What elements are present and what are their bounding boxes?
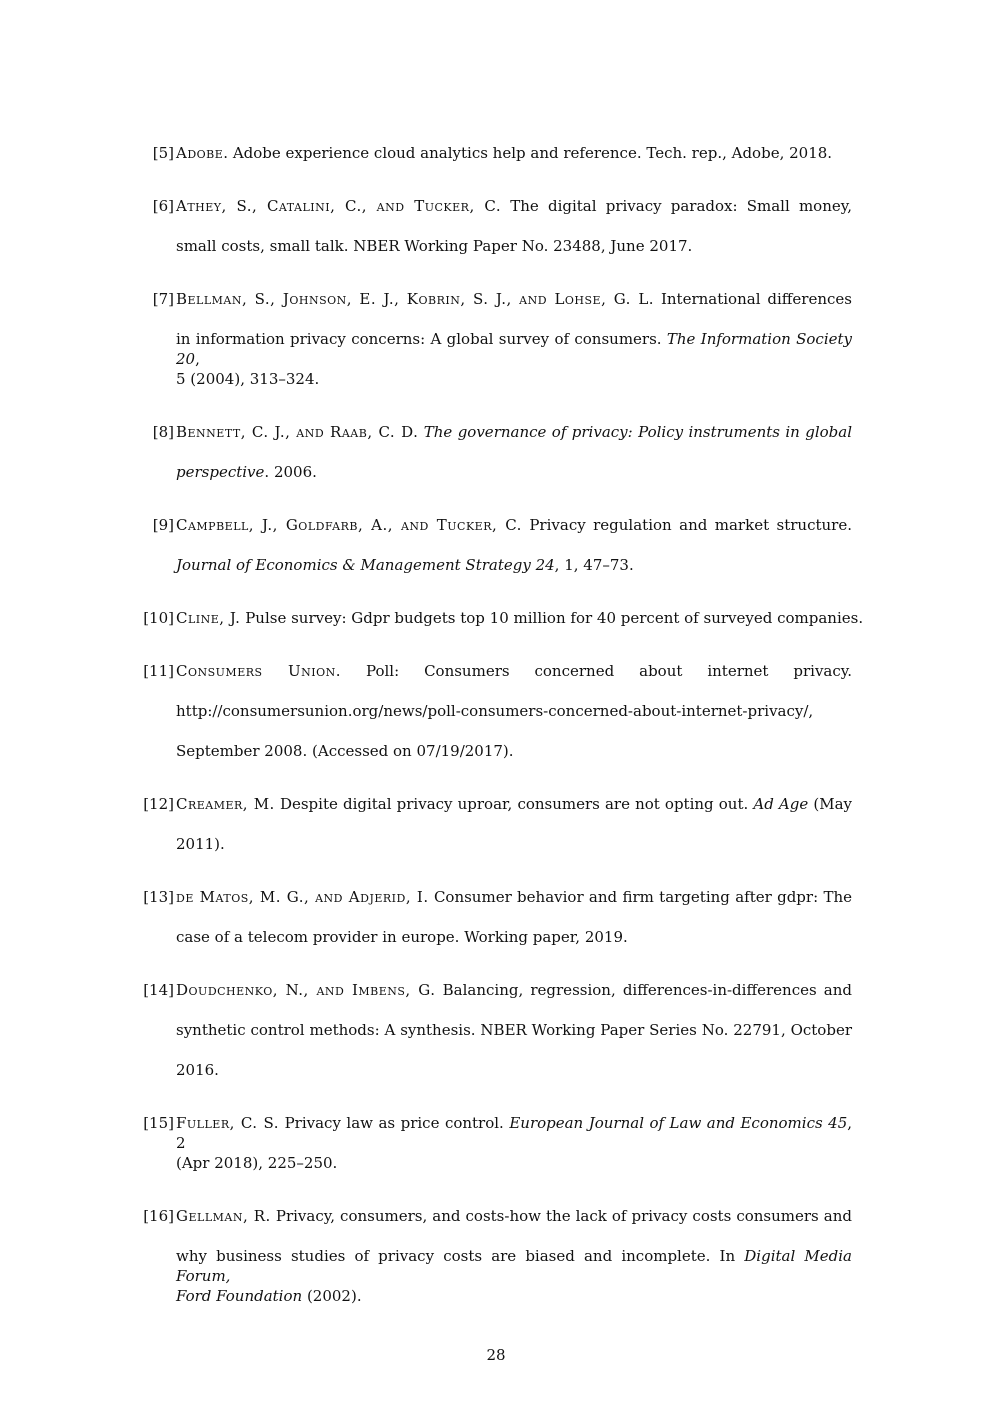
reference-number: [11] [143, 662, 174, 680]
reference-authors: Doudchenko, N., and Imbens, G. [176, 981, 436, 999]
reference-text [176, 794, 852, 854]
reference-line [176, 289, 852, 309]
reference-line [176, 887, 852, 907]
reference-line [176, 462, 852, 482]
reference-authors: Fuller, C. S. [176, 1114, 280, 1132]
reference-text-segment: The digital privacy paradox: Small money, [501, 197, 852, 215]
reference-text-segment: why business studies of privacy costs are biased and incomplete. In [176, 1247, 745, 1265]
reference-text-segment: , [195, 350, 200, 368]
reference-text [176, 608, 864, 628]
reference-authors: Adobe [176, 144, 224, 162]
reference-text [176, 980, 852, 1080]
reference-number: [8] [152, 423, 174, 441]
reference-text-segment: 5 (2004), 313–324. [176, 370, 320, 388]
reference-authors: Athey, S., Catalini, C., and Tucker, C. [176, 197, 502, 215]
reference-line [176, 701, 852, 721]
reference-text-segment: International differences [654, 290, 852, 308]
reference-text-segment: , 1, 47–73. [554, 556, 634, 574]
reference-number: [7] [152, 290, 174, 308]
reference-authors: Consumers Union. [176, 662, 342, 680]
reference-line [176, 515, 852, 535]
reference-title-italic: The governance of privacy: Policy instruments in global [423, 423, 852, 441]
reference-text-segment: Despite digital privacy uproar, consumers are not opting out. [274, 795, 754, 813]
reference-text-segment: Consumer behavior and firm targeting after gdpr: The [428, 888, 852, 906]
reference-authors: de Matos, M. G., and Adjerid, I. [176, 888, 429, 906]
reference-line [176, 1113, 853, 1152]
reference-number: [5] [152, 144, 174, 162]
reference-line [176, 1206, 852, 1226]
reference-text-segment: http://consumersunion.org/news/poll-consumers-concerned-about-internet-privacy/, [176, 702, 814, 720]
reference-authors: Bellman, S., Johnson, E. J., Kobrin, S. J., and Lohse, G. L. [176, 290, 655, 308]
reference-text-segment: in information privacy concerns: A global survey of consumers. [176, 330, 667, 348]
reference-number: [10] [143, 609, 174, 627]
reference-authors: Campbell, J., Goldfarb, A., and Tucker, C. [176, 516, 522, 534]
reference-line [176, 741, 852, 761]
reference-text-segment: case of a telecom provider in europe. Working paper, 2019. [176, 928, 628, 946]
reference-line [176, 329, 853, 368]
reference-text [176, 1206, 852, 1306]
reference-line [176, 1246, 852, 1285]
reference-line [176, 1153, 852, 1173]
reference-line [176, 369, 852, 389]
reference-number: [14] [143, 981, 174, 999]
reference-line [176, 555, 852, 575]
reference-text-segment: 2016. [176, 1061, 219, 1079]
reference-line [176, 661, 852, 681]
reference-text [176, 143, 852, 163]
reference-number: [15] [143, 1114, 174, 1132]
reference-text-segment: 2011). [176, 835, 225, 853]
reference-line [176, 927, 852, 947]
reference-title-italic: European Journal of Law and Economics 45 [509, 1114, 848, 1132]
reference-text-segment: September 2008. (Accessed on 07/19/2017). [176, 742, 514, 760]
reference-text-segment: synthetic control methods: A synthesis. NBER Working Paper Series No. 22791, October [176, 1021, 852, 1039]
reference-text-segment: . Adobe experience cloud analytics help and reference. Tech. rep., Adobe, 2018. [223, 144, 833, 162]
reference-authors: Bennett, C. J., and Raab, C. D. [176, 423, 419, 441]
reference-text-segment: Privacy law as price control. [279, 1114, 510, 1132]
reference-title-italic: The Information Society 20 [176, 330, 853, 368]
reference-number: [9] [152, 516, 174, 534]
reference-line [176, 1020, 852, 1040]
reference-line [176, 834, 852, 854]
reference-text-segment: Balancing, regression, differences-in-differences and [435, 981, 852, 999]
reference-text-segment: (May [808, 795, 852, 813]
reference-number: [16] [143, 1207, 174, 1225]
reference-authors: Gellman, R. [176, 1207, 271, 1225]
reference-number: [12] [143, 795, 174, 813]
reference-number: [6] [152, 197, 174, 215]
reference-text [176, 196, 852, 256]
reference-authors: Cline, J. [176, 609, 241, 627]
reference-line [176, 1286, 852, 1306]
reference-text [176, 422, 852, 482]
reference-authors: Creamer, M. [176, 795, 275, 813]
reference-text-segment: Poll: Consumers concerned about internet privacy. [341, 662, 853, 680]
reference-text-segment: Privacy, consumers, and costs-how the lack of privacy costs consumers and [270, 1207, 852, 1225]
reference-number: [13] [143, 888, 174, 906]
reference-text-segment: . 2006. [264, 463, 317, 481]
reference-line [176, 196, 852, 216]
reference-title-italic: perspective [176, 463, 265, 481]
reference-text [176, 515, 852, 575]
reference-text-segment: (Apr 2018), 225–250. [176, 1154, 338, 1172]
reference-text [176, 1113, 852, 1173]
reference-line [176, 608, 864, 628]
reference-text-segment: Privacy regulation and market structure. [521, 516, 852, 534]
reference-text [176, 661, 852, 761]
reference-line [176, 1060, 852, 1080]
reference-text-segment: , 2 [176, 1114, 853, 1152]
reference-text-segment: Pulse survey: Gdpr budgets top 10 million for 40 percent of surveyed companies. [240, 609, 864, 627]
reference-title-italic: Ford Foundation [176, 1287, 303, 1305]
reference-title-italic: Journal of Economics & Management Strategy 24 [176, 556, 555, 574]
reference-text-segment: (2002). [302, 1287, 362, 1305]
reference-text [176, 887, 852, 947]
reference-line [176, 143, 852, 163]
reference-text [176, 289, 852, 389]
reference-title-italic: Digital Media Forum, [176, 1247, 852, 1285]
page-number: 28 [486, 1346, 506, 1364]
reference-text-segment: small costs, small talk. NBER Working Paper No. 23488, June 2017. [176, 237, 693, 255]
reference-title-italic: Ad Age [753, 795, 809, 813]
reference-line [176, 422, 852, 442]
reference-line [176, 236, 852, 256]
reference-line [176, 794, 852, 814]
reference-line [176, 980, 852, 1000]
